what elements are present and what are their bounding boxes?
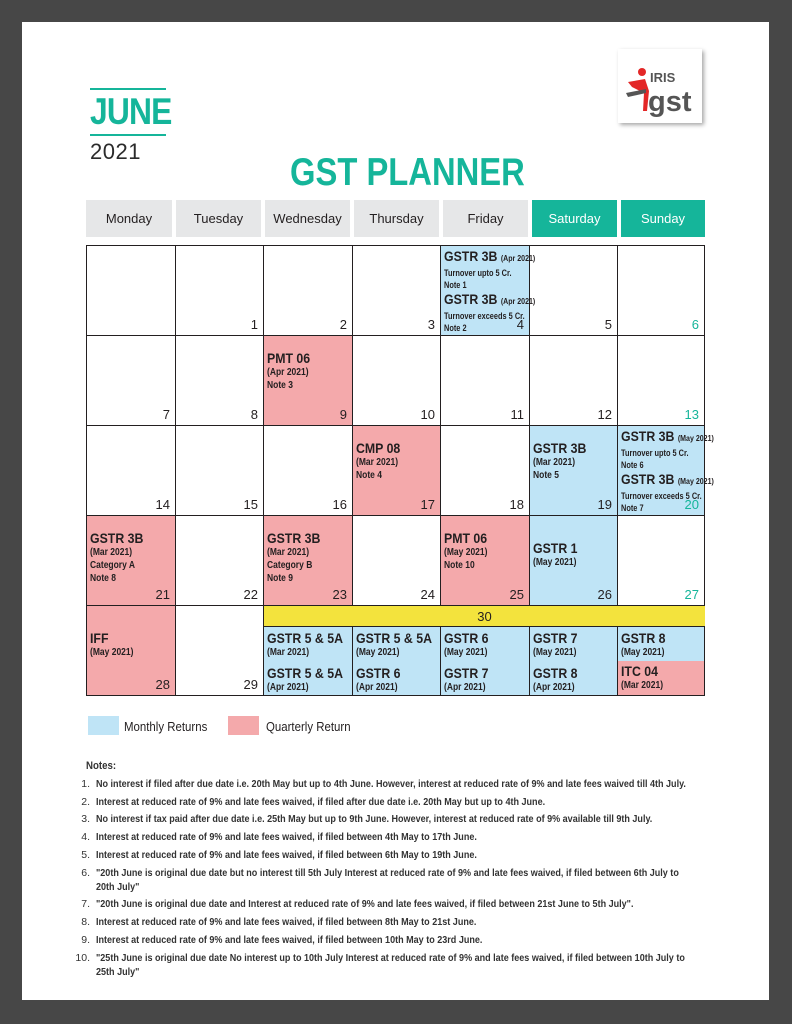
event-description: Turnover exceeds 5 Cr.: [444, 311, 525, 321]
day-header-tuesday: Tuesday: [176, 200, 261, 237]
note-text-continued: 20th July": [96, 881, 140, 893]
day-number: 26: [597, 587, 612, 602]
day-header-friday: Friday: [443, 200, 528, 237]
event-period: (Mar 2021): [356, 457, 399, 468]
logo-iris-text: IRIS: [650, 70, 676, 85]
calendar-cell-14: [87, 426, 176, 516]
event-period: (May 2021): [444, 547, 488, 558]
note-number: 6.: [81, 867, 90, 879]
event-title: GSTR 3B: [533, 440, 587, 456]
day-header-saturday: Saturday: [532, 200, 617, 237]
day-30-sunday-block-b: [618, 661, 704, 695]
calendar-cell-19: [530, 426, 618, 516]
day-number: 25: [509, 587, 524, 602]
note-text: Interest at reduced rate of 9% and late fees waived, if filed between 6th May to 19th June.: [96, 849, 477, 861]
calendar-cell-18: [441, 426, 530, 516]
iris-gst-logo: [618, 49, 702, 123]
event-period: (Mar 2021): [267, 547, 310, 558]
calendar-cell-4: [441, 246, 536, 336]
month-label: JUNE: [90, 91, 172, 132]
note-text: Interest at reduced rate of 9% and late fees waived, if filed between 4th May to 17th June.: [96, 831, 477, 843]
event-period: (Apr 2021): [500, 297, 536, 306]
note-number: 2.: [81, 796, 90, 808]
day-header-monday: Monday: [86, 200, 172, 237]
legend-quarterly-swatch: [228, 716, 259, 735]
event-category: Category A: [90, 560, 136, 571]
legend-monthly-swatch: [88, 716, 119, 735]
event-period: (Apr 2021): [356, 682, 398, 693]
event-title: ITC 04: [621, 663, 658, 679]
calendar-cell-25: [441, 516, 530, 606]
note-number: 8.: [81, 916, 90, 928]
event-title: IFF: [90, 630, 109, 646]
note-text: "25th June is original due date No interest up to 10th July Interest at reduced rate of 9% and late fees waived, if filed between 10th July to: [96, 952, 685, 964]
note-text: Interest at reduced rate of 9% and late fees waived, if filed between 10th May to 23rd June.: [96, 934, 483, 946]
event-period: (Apr 2021): [533, 682, 575, 693]
day-number: 10: [420, 407, 435, 422]
calendar-cell-13: [618, 336, 704, 426]
event-period: (Apr 2021): [267, 682, 309, 693]
day-number: 14: [155, 497, 170, 512]
event-note: Note 8: [90, 573, 116, 584]
legend-monthly-label: Monthly Returns: [124, 719, 208, 734]
day-number: 18: [509, 497, 524, 512]
event-period: (Mar 2021): [533, 457, 576, 468]
calendar-cell-7: [87, 336, 176, 426]
calendar-cell-28: [87, 606, 176, 695]
calendar-cell-12: [530, 336, 618, 426]
day-30-friday-block: [441, 627, 530, 695]
event-note: Note 5: [533, 470, 559, 481]
legend-quarterly-label: Quarterly Return: [266, 719, 351, 734]
calendar-cell-3: [353, 246, 441, 336]
event-period: (May 2021): [356, 647, 400, 658]
event-category: Category B: [267, 560, 313, 571]
event-note: Note 4: [356, 470, 382, 481]
calendar-cell-29: [176, 606, 264, 695]
calendar-cell-20: [618, 426, 714, 516]
event-title: PMT 06: [267, 350, 311, 366]
day-number: 22: [243, 587, 258, 602]
notes-heading: Notes:: [86, 760, 117, 772]
day-number: 12: [597, 407, 612, 422]
event-title: GSTR 3B: [267, 530, 321, 546]
note-text: Interest at reduced rate of 9% and late fees waived, if filed between 8th May to 21st June.: [96, 916, 477, 928]
event-title: CMP 08: [356, 440, 401, 456]
day-number: 6: [691, 317, 699, 332]
calendar-cell-8: [176, 336, 264, 426]
calendar-cell-17: [353, 426, 441, 516]
calendar-cell-27: [618, 516, 704, 606]
note-text: Interest at reduced rate of 9% and late fees waived, if filed after due date i.e. 20th May but up to 4th June.: [96, 796, 546, 808]
note-number: 7.: [81, 898, 90, 910]
event-title: GSTR 7: [533, 630, 578, 646]
event-period: (May 2021): [677, 434, 714, 443]
calendar-cell-9: [264, 336, 353, 426]
calendar-cell-24: [353, 516, 441, 606]
planner-page: [22, 22, 769, 1000]
day-number: 27: [684, 587, 699, 602]
month-bottom-rule: [90, 134, 166, 136]
day-number: 20: [684, 497, 699, 512]
day-number: 4: [516, 317, 524, 332]
event-period: (May 2021): [677, 477, 714, 486]
day-number: 16: [332, 497, 347, 512]
note-text: No interest if tax paid after due date i.e. 25th May but up to 9th June. However, interest at reduced rate of 9% available till 9th July.: [96, 813, 653, 825]
day-header-thursday: Thursday: [354, 200, 439, 237]
day-30-wednesday-block: [264, 627, 353, 695]
day-number: 23: [332, 587, 347, 602]
event-title: PMT 06: [444, 530, 488, 546]
event-description: Turnover exceeds 5 Cr.: [621, 491, 702, 501]
event-period: (Mar 2021): [90, 547, 133, 558]
note-number: 9.: [81, 934, 90, 946]
event-title: GSTR 8: [533, 665, 578, 681]
event-note: Note 1: [444, 280, 467, 290]
day-number: 13: [684, 407, 699, 422]
event-title: GSTR 3B: [444, 291, 498, 307]
event-period: (Apr 2021): [500, 254, 536, 263]
event-period: (Mar 2021): [621, 680, 664, 691]
page-title: GST PLANNER: [290, 151, 525, 194]
note-text: "20th June is original due date but no interest till 5th July Interest at reduced rate of 9% and late fees waived, if filed between 6th July to: [96, 867, 679, 879]
event-period: (May 2021): [621, 647, 665, 658]
calendar-cell-16: [264, 426, 353, 516]
event-period: (May 2021): [90, 647, 134, 658]
calendar-cell-2: [264, 246, 353, 336]
event-period: (Mar 2021): [267, 647, 310, 658]
day-header-sunday: Sunday: [621, 200, 705, 237]
year-label: 2021: [90, 139, 141, 164]
day-30-saturday-block: [530, 627, 618, 695]
note-number: 10.: [75, 952, 90, 964]
iris-gst-logo-icon: [618, 49, 702, 123]
day-number: 7: [162, 407, 170, 422]
event-title: GSTR 6: [444, 630, 489, 646]
event-title: GSTR 1: [533, 540, 578, 556]
note-text-continued: 25th July": [96, 966, 140, 978]
event-note: Note 2: [444, 323, 467, 333]
calendar-cell-10: [353, 336, 441, 426]
day-number: 30: [477, 608, 492, 624]
day-number: 17: [420, 497, 435, 512]
note-text: "20th June is original due date and Interest at reduced rate of 9% and late fees waived, if filed between 21st June to 5th July".: [96, 898, 634, 910]
calendar-cell-empty: [87, 246, 176, 336]
event-note: Note 10: [444, 560, 475, 571]
calendar-cell-1: [176, 246, 264, 336]
day-number: 3: [427, 317, 435, 332]
event-title: GSTR 3B: [621, 471, 675, 487]
event-title: GSTR 6: [356, 665, 401, 681]
event-title: GSTR 3B: [621, 428, 675, 444]
note-number: 1.: [81, 778, 90, 790]
calendar-cell-6: [618, 246, 704, 336]
event-title: GSTR 5 & 5A: [356, 630, 432, 646]
event-period: (Apr 2021): [444, 682, 486, 693]
note-number: 3.: [81, 813, 90, 825]
day-number: 28: [155, 677, 170, 692]
event-title: GSTR 3B: [444, 248, 498, 264]
event-note: Note 7: [621, 503, 644, 513]
calendar-cell-11: [441, 336, 530, 426]
event-period: (May 2021): [444, 647, 488, 658]
event-period: (May 2021): [533, 557, 577, 568]
event-title: GSTR 5 & 5A: [267, 665, 343, 681]
calendar-grid: [86, 245, 714, 696]
day-30-thursday-block: [353, 627, 441, 695]
day-number: 24: [420, 587, 435, 602]
event-period: (Apr 2021): [267, 367, 309, 378]
day-number: 9: [339, 407, 347, 422]
event-period: (May 2021): [533, 647, 577, 658]
event-description: Turnover upto 5 Cr.: [621, 448, 689, 458]
event-description: Turnover upto 5 Cr.: [444, 268, 512, 278]
calendar-cell-5: [530, 246, 618, 336]
note-number: 5.: [81, 849, 90, 861]
day-number: 21: [155, 587, 170, 602]
calendar-cell-26: [530, 516, 618, 606]
event-title: GSTR 3B: [90, 530, 144, 546]
event-title: GSTR 8: [621, 630, 666, 646]
calendar-cell-21: [87, 516, 176, 606]
month-top-rule: [90, 88, 166, 90]
day-number: 8: [250, 407, 258, 422]
calendar-cell-22: [176, 516, 264, 606]
day-number: 29: [243, 677, 258, 692]
logo-gst-text: gst: [648, 86, 692, 118]
calendar-cell-23: [264, 516, 353, 606]
event-note: Note 3: [267, 380, 293, 391]
calendar-cell-15: [176, 426, 264, 516]
day-number: 15: [243, 497, 258, 512]
day-header-wednesday: Wednesday: [265, 200, 350, 237]
day-number: 5: [604, 317, 612, 332]
day-number: 2: [339, 317, 347, 332]
day-30-sunday-block-a: [618, 627, 704, 661]
day-number: 11: [510, 407, 524, 422]
day-number: 1: [250, 317, 258, 332]
event-title: GSTR 7: [444, 665, 489, 681]
day-30-banner: [264, 606, 705, 627]
event-note: Note 6: [621, 460, 644, 470]
note-number: 4.: [81, 831, 90, 843]
event-title: GSTR 5 & 5A: [267, 630, 343, 646]
event-note: Note 9: [267, 573, 293, 584]
day-number: 19: [597, 497, 612, 512]
note-text: No interest if filed after due date i.e. 20th May but up to 4th June. However, interest at reduced rate of 9% and late fees waived till 4th July.: [96, 778, 686, 790]
